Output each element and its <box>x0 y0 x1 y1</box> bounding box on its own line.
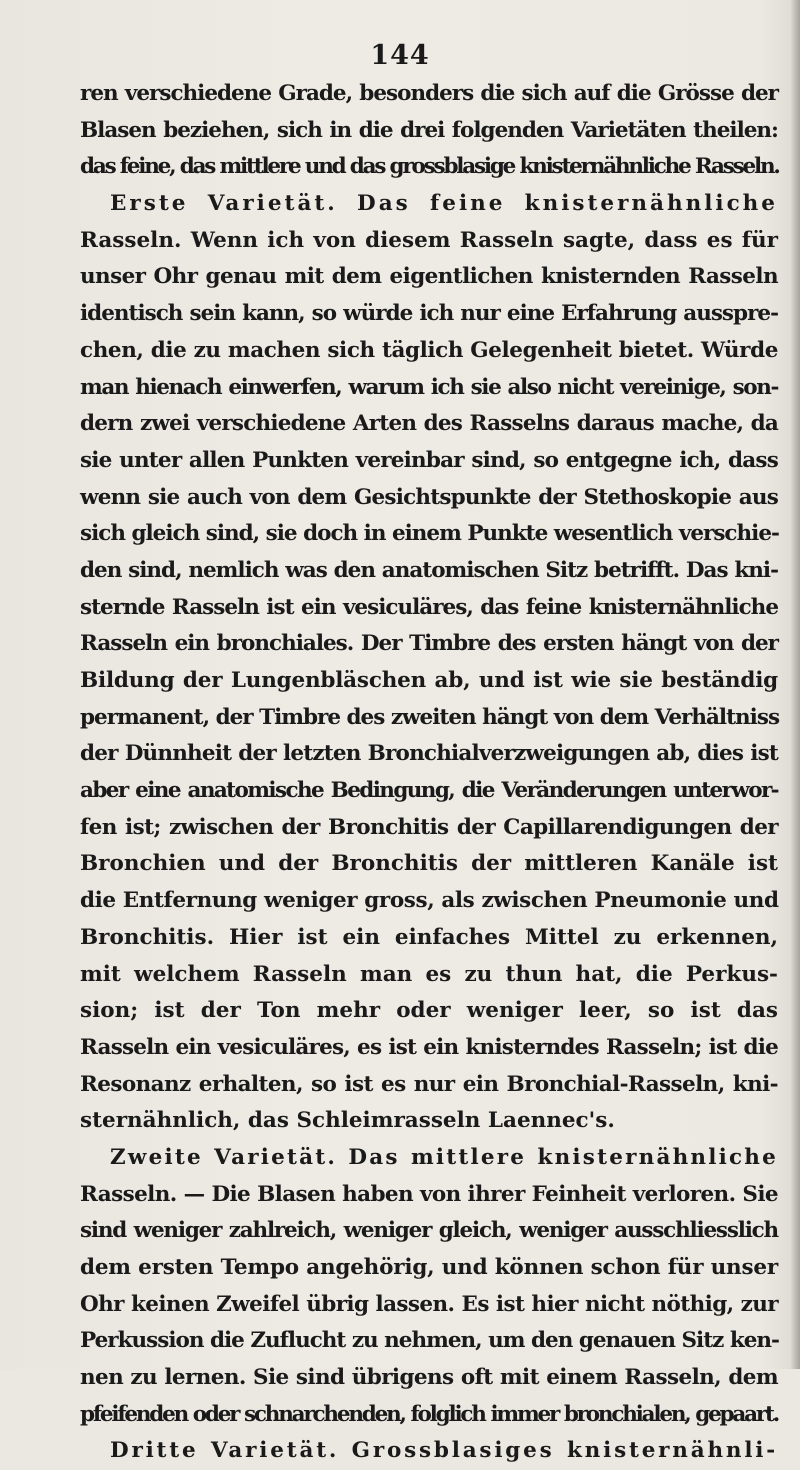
text-line: unser Ohr genau mit dem eigentlichen knisternden Rasseln <box>80 264 778 290</box>
text-line: sternähnlich, das Schleimrasseln Laennec's. <box>80 1108 615 1134</box>
text-line: nen zu lernen. Sie sind übrigens oft mit einem Rasseln, dem <box>80 1365 778 1391</box>
text-line: pfeifenden oder schnarchenden, folglich immer bronchialen, gepaart. <box>80 1401 778 1427</box>
page-number: 144 <box>370 40 430 71</box>
text-line: sich gleich sind, sie doch in einem Punkte wesentlich verschie- <box>80 521 779 547</box>
text-line: sind weniger zahlreich, weniger gleich, weniger ausschliesslich <box>80 1218 778 1244</box>
page-edge-shadow <box>790 0 800 1369</box>
text-line: sie unter allen Punkten vereinbar sind, so entgegne ich, dass <box>80 447 778 473</box>
text-line: Resonanz erhalten, so ist es nur ein Bronchial-Rasseln, kni- <box>80 1071 778 1097</box>
text-line: Rasseln ein vesiculäres, es ist ein knisterndes Rasseln; ist die <box>80 1034 778 1060</box>
section-heading-first-variety: Erste Varietät. Das feine knisternähnliche <box>110 191 778 217</box>
text-line: Bronchitis. Hier ist ein einfaches Mittel zu erkennen, <box>80 924 778 950</box>
text-line: Ohr keinen Zweifel übrig lassen. Es ist hier nicht nöthig, zur <box>80 1291 778 1317</box>
body-text <box>80 76 778 1470</box>
section-heading-second-variety: Zweite Varietät. Das mittlere knisternähnliche <box>110 1144 778 1170</box>
text-line: mit welchem Rasseln man es zu thun hat, die Perkus- <box>80 961 778 987</box>
text-line: permanent, der Timbre des zweiten hängt von dem Verhältniss <box>80 704 780 730</box>
text-line: Rasseln. — Die Blasen haben von ihrer Feinheit verloren. Sie <box>80 1181 778 1207</box>
text-line: den sind, nemlich was den anatomischen Sitz betrifft. Das kni- <box>80 557 778 583</box>
text-line: identisch sein kann, so würde ich nur eine Erfahrung ausspre- <box>80 301 778 327</box>
text-line: ren verschiedene Grade, besonders die sich auf die Grösse der <box>80 81 778 106</box>
text-line: der Dünnheit der letzten Bronchialverzweigungen ab, dies ist <box>80 741 778 767</box>
text-line: Bronchien und der Bronchitis der mittleren Kanäle ist <box>80 851 778 877</box>
text-line: Perkussion die Zuflucht zu nehmen, um den genauen Sitz ken- <box>80 1328 779 1354</box>
text-line: fen ist; zwischen der Bronchitis der Capillarendigungen der <box>80 814 778 840</box>
text-line: wenn sie auch von dem Gesichtspunkte der Stethoskopie aus <box>80 484 778 510</box>
text-line: die Entfernung weniger gross, als zwischen Pneumonie und <box>80 888 779 914</box>
text-line: man hienach einwerfen, warum ich sie also nicht vereinige, son- <box>80 374 778 400</box>
text-line: Rasseln. Wenn ich von diesem Rasseln sagte, dass es für <box>80 227 778 253</box>
text-line: chen, die zu machen sich täglich Gelegenheit bietet. Würde <box>80 337 778 363</box>
text-line: dem ersten Tempo angehörig, und können schon für unser <box>80 1255 778 1280</box>
text-line: sion; ist der Ton mehr oder weniger leer, so ist das <box>80 998 778 1024</box>
section-heading-third-variety: Dritte Varietät. Grossblasiges knisternähnli- <box>110 1438 778 1464</box>
text-line: dern zwei verschiedene Arten des Rasselns daraus mache, da <box>80 411 778 437</box>
text-line: Rasseln ein bronchiales. Der Timbre des ersten hängt von der <box>80 631 778 657</box>
text-line: Bildung der Lungenbläschen ab, und ist wie sie beständig <box>80 668 778 693</box>
text-line: aber eine anatomische Bedingung, die Veränderungen unterwor- <box>80 778 778 804</box>
text-line: das feine, das mittlere und das grossblasige knisternähnliche Rasseln. <box>80 154 779 180</box>
text-line: sternde Rasseln ist ein vesiculäres, das feine knisternähnliche <box>80 594 778 620</box>
text-line: Blasen beziehen, sich in die drei folgenden Varietäten theilen: <box>80 117 778 143</box>
